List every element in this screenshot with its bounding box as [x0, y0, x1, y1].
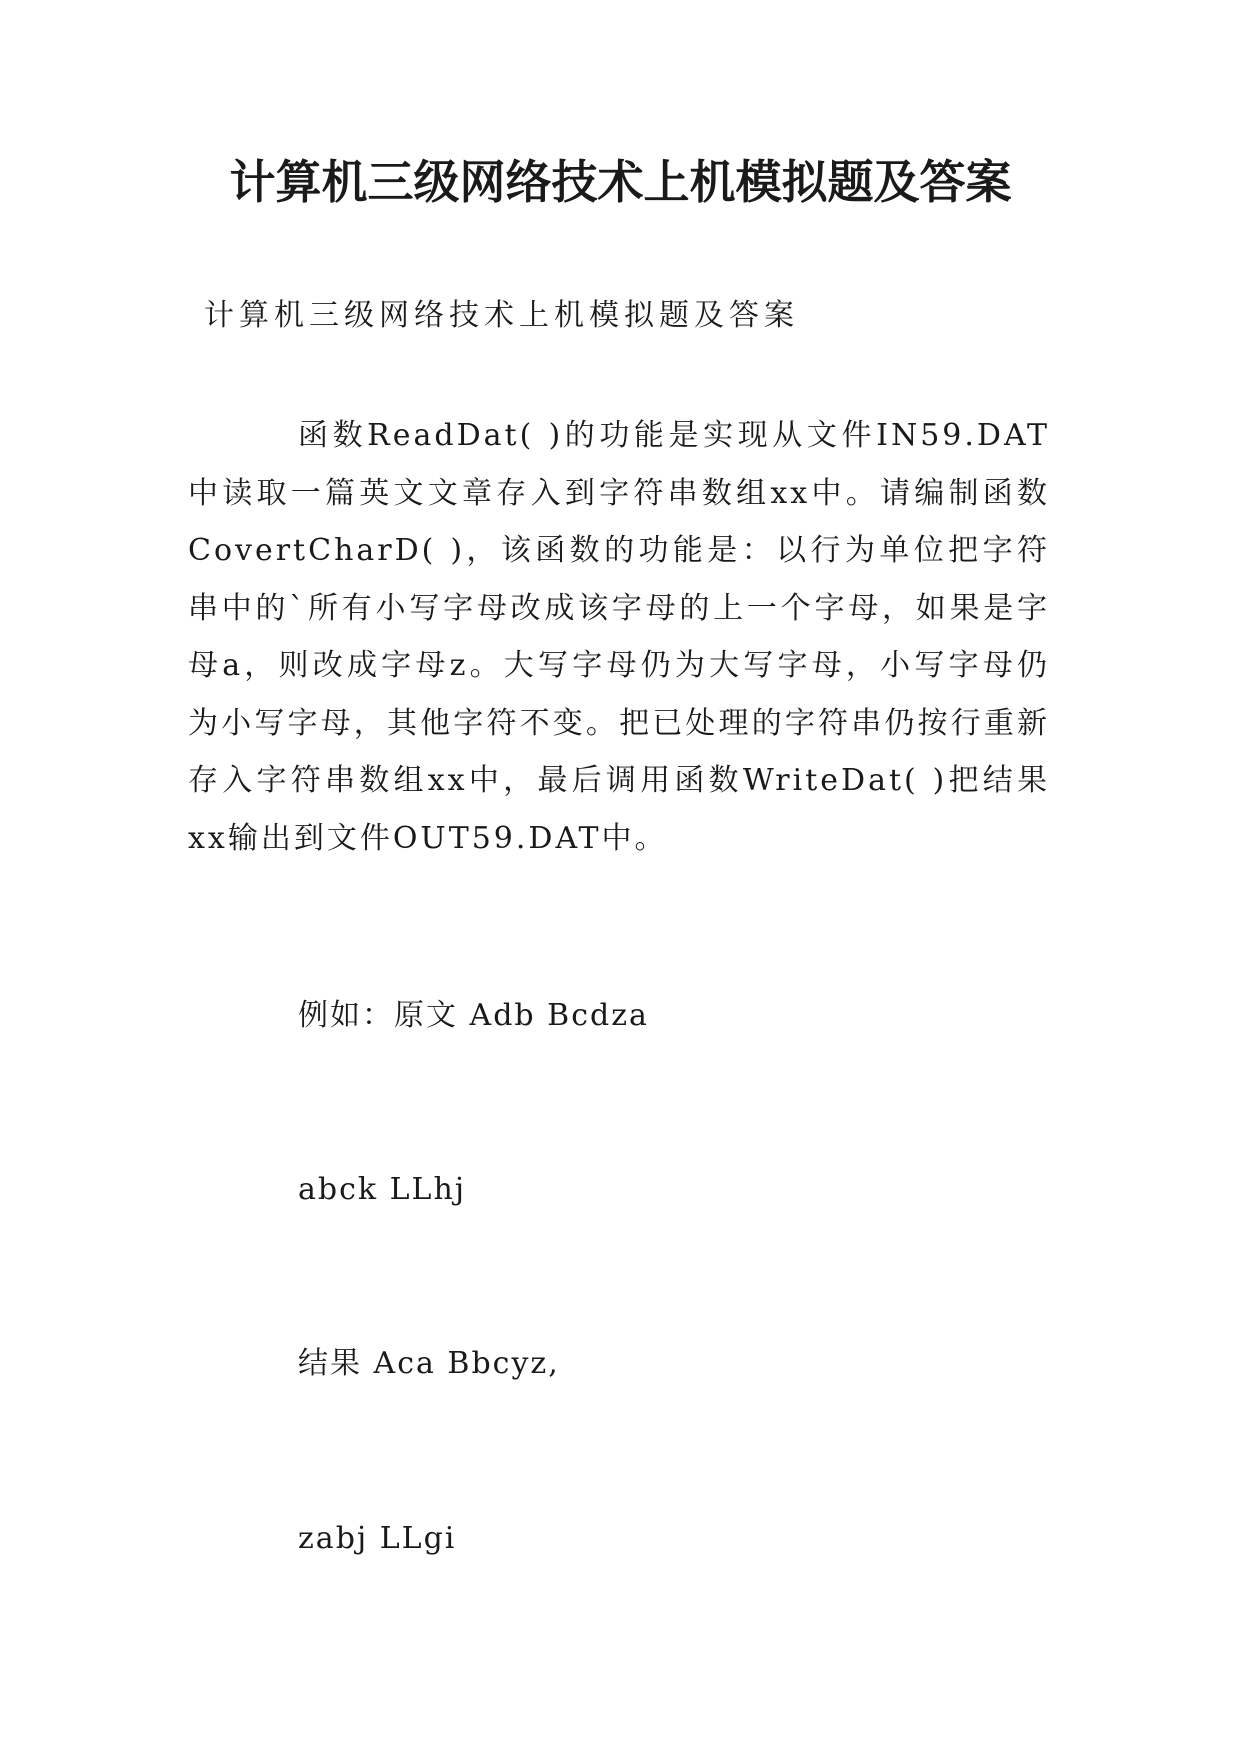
problem-description-paragraph: 函数ReadDat( )的功能是实现从文件IN59.DAT中读取一篇英文文章存入到字符串数组xx中。请编制函数CovertCharD( )，该函数的功能是：以行为单位把字符串中的`所有小写字母改成该字母的上一个字母，如果是字母a，则改成字母z。大写字母仍为大写字母，小写字母仍为小写字母，其他字符不变。把已处理的字符串仍按行重新存入字符串数组xx中，最后调用函数WriteDat( )把结果xx输出到文件OUT59.DAT中。: [188, 418, 1050, 856]
example-result-line-1: 结果 Aca Bbcyz,: [298, 1346, 560, 1381]
example-original-line-2: abck LLhj: [298, 1172, 467, 1207]
example-original-line-1: 例如：原文 Adb Bcdza: [298, 998, 649, 1033]
example-result-line-2: zabj LLgi: [298, 1521, 457, 1556]
document-title: 计算机三级网络技术上机模拟题及答案: [229, 155, 1012, 209]
document-subtitle: 计算机三级网络技术上机模拟题及答案: [204, 298, 799, 333]
